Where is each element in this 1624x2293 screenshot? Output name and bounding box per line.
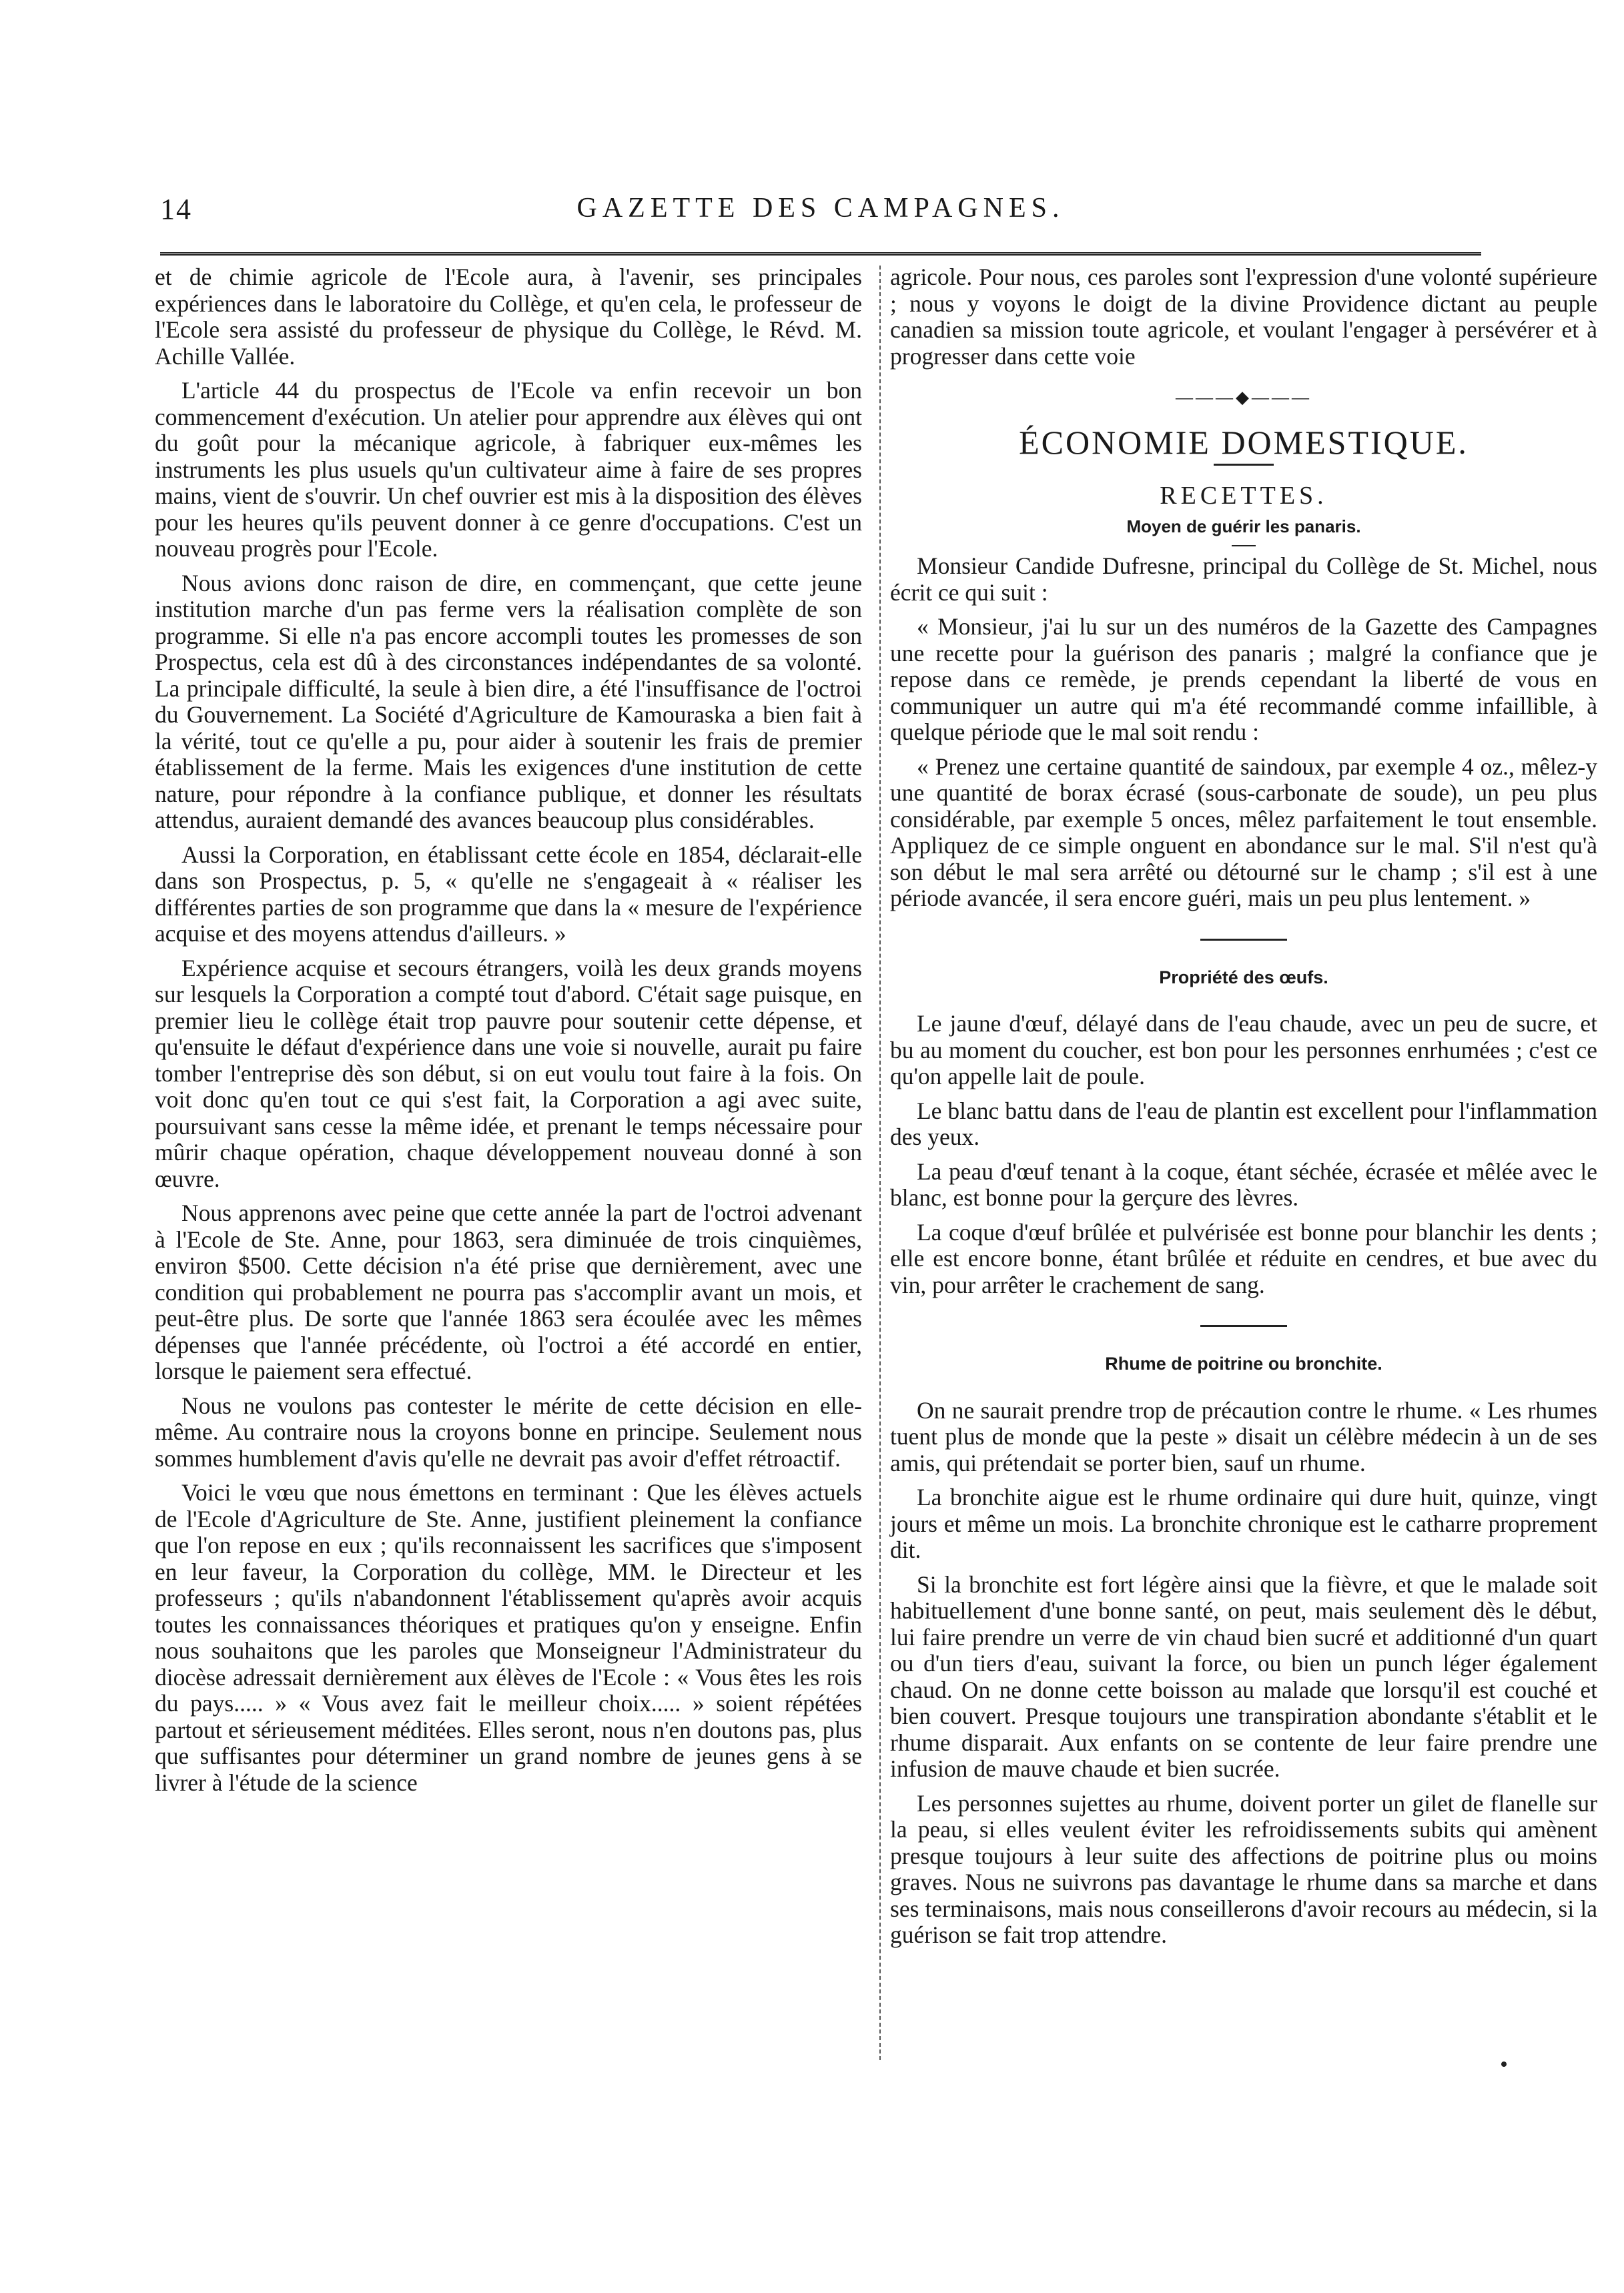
page-number: 14	[160, 193, 192, 225]
article-paragraph: Nous apprenons avec peine que cette année la part de l'octroi advenant à l'Ecole de Ste. Anne, pour 1863, sera diminuée de trois cinquièmes, environ $500. Cette décision n'a été prise que dernièrement, avec une condition qui probablement ne pourra pas s'accomplir avant un mois, et peut-être plus. De sorte que l'année 1863 sera écoulée avec les mêmes dépenses que l'année précédente, où l'octroi a été accordé en entier, lorsque le paiement sera effectué.	[155, 1200, 862, 1384]
print-speck	[1501, 2061, 1507, 2067]
article-paragraph: Voici le vœu que nous émettons en terminant : Que les élèves actuels de l'Ecole d'Agriculture de Ste. Anne, justifient pleinement la confiance que l'on repose en eux ; qu'ils reconnaissent les sacrifices que s'imposent en leur faveur, la Corporation du collège, MM. le Directeur et les professeurs ; qu'ils n'abandonnent l'établissement qu'après avoir acquis toutes les connaissances théoriques et pratiques qu'on y enseigne. Enfin nous souhaitons que les paroles que Monseigneur l'Administrateur du diocèse adressait dernièrement aux élèves de l'Ecole : « Vous êtes les rois du pays..... » « Vous avez fait le meilleur choix..... » soient répétées partout et sérieusement méditées. Elles seront, nous n'en doutons pas, plus que suffisantes pour déterminer un grand nombre de jeunes gens à se livrer à l'étude de la science	[155, 1479, 862, 1796]
article-paragraph: Expérience acquise et secours étrangers, voilà les deux grands moyens sur lesquels la Corporation a compté tout d'abord. C'était sage puisque, en premier lieu le collège était trop pauvre pour soutenir cette dépense, et qu'ensuite le défaut d'expérience dans une voie si nouvelle, aurait pu faire tomber l'entreprise dès son début, si on eut voulu tout faire à la fois. On voit donc qu'en tout ce qui s'est fait, la Corporation a agi avec suite, poursuivant sans cesse la même idée, et prenant le temps nécessaire pour mûrir chaque opération, chaque développement nouveau donné à son œuvre.	[155, 954, 862, 1192]
recipe-dash	[1232, 545, 1256, 546]
recipe-title: Moyen de guérir les panaris.	[1126, 516, 1361, 536]
bronchitis-paragraph: Si la bronchite est fort légère ainsi que la fièvre, et que le malade soit habituellement d'une bonne santé, on peut, mais seulement dès le début, lui faire prendre un verre de vin chaud bien sucré et additionné d'un quart ou d'un tiers d'eau, suivant la force, ou bien un punch léger également chaud. On ne donne cette boisson au malade que lorsqu'il est couché et bien couvert. Presque toujours une transpiration abondante s'établit et le rhume disparait. Aux enfants on se contente de leur faire prendre une infusion de mauve chaude et bien sucrée.	[890, 1570, 1597, 1782]
eggs-paragraph: La coque d'œuf brûlée et pulvérisée est bonne pour blanchir les dents ; elle est encore bonne, étant brûlée et réduite en cendres, et bue avec du vin, pour arrêter le crachement de sang.	[890, 1218, 1597, 1298]
eggs-heading: Propriété des œufs.	[1159, 967, 1328, 987]
left-column	[155, 264, 862, 1804]
bronchitis-paragraph: On ne saurait prendre trop de précaution contre le rhume. « Les rhumes tuent plus de monde que la peste » disait un célèbre médecin à un de ses amis, qui prétendait se porter bien, sauf un rhume.	[890, 1396, 1597, 1476]
section-title: ÉCONOMIE DOMESTIQUE.	[1019, 423, 1469, 461]
article-paragraph: Nous ne voulons pas contester le mérite de cette décision en elle-même. Au contraire nous la croyons bonne en principe. Seulement nous sommes humblement d'avis qu'elle ne devrait pas avoir d'effet rétroactif.	[155, 1392, 862, 1472]
header-rule	[160, 252, 1481, 256]
article-paragraph: Nous avions donc raison de dire, en commençant, que cette jeune institution marche d'un pas ferme vers la réalisation complète de son programme. Si elle n'a pas encore accompli toutes les promesses de son Prospectus, cela est dû à des circonstances indépendantes de sa volonté. La principale difficulté, la seule à bien dire, a été l'insuffisance de l'octroi du Gouvernement. La Société d'Agriculture de Kamouraska a bien fait à la vérité, tout ce qu'elle a pu, pour aider à soutenir les frais de premier établissement de la ferme. Mais les exigences d'une institution de cette nature, pour répondre à la confiance publique, et donner les résultats attendus, auraient demandé des avances beaucoup plus considérables.	[155, 569, 862, 833]
bronchitis-heading: Rhume de poitrine ou bronchite.	[1105, 1354, 1382, 1374]
recipe-paragraph: « Prenez une certaine quantité de saindoux, par exemple 4 oz., mêlez-y une quantité de borax écrasé (sous-carbonate de soude), un peu plus considérable, par exemple 5 onces, mêlez parfaitement le tout ensemble. Appliquez de ce simple onguent en abondance sur le mal. S'il n'est qu'à son début le mal sera arrêté ou détourné sur le champ ; s'il est à une période avancée, il sera encore guéri, mais un peu plus lentement. »	[890, 753, 1597, 911]
right-column	[890, 264, 1597, 1957]
separator-rule	[1200, 1325, 1287, 1327]
eggs-paragraph: La peau d'œuf tenant à la coque, étant séchée, écrasée et mêlée avec le blanc, est bonne pour la gerçure des lèvres.	[890, 1158, 1597, 1211]
article-paragraph: L'article 44 du prospectus de l'Ecole va enfin recevoir un bon commencement d'exécution. Un atelier pour apprendre aux élèves qui ont du goût pour la mécanique agricole, à fabriquer eux-mêmes les instruments les plus usuels qu'un cultivateur aime à faire de ses propres mains, vient de s'ouvrir. Un chef ouvrier est mis à la disposition des élèves pour les heures qu'ils peuvent donner à ce genre d'occupations. C'est un nouveau progrès pour l'Ecole.	[155, 377, 862, 562]
recipes-heading: RECETTES.	[1160, 482, 1328, 510]
bronchitis-paragraph: Les personnes sujettes au rhume, doivent porter un gilet de flanelle sur la peau, si elles veulent éviter les refroidissements subits qui amènent presque toujours à leur suite des affections de poitrine plus ou moins graves. Nous ne suivrons pas davantage le rhume dans sa marche et dans ses terminaisons, mais nous conseillerons d'avoir recours au médecin, si la guérison se fait trop attendre.	[890, 1789, 1597, 1948]
section-ornament: ———◆———	[1176, 388, 1312, 407]
column-divider	[879, 266, 881, 2060]
page-header	[160, 192, 1481, 232]
eggs-paragraph: Le jaune d'œuf, délayé dans de l'eau chaude, avec un peu de sucre, et bu au moment du coucher, est bon pour les personnes enrhumées ; c'est ce qu'on appelle lait de poule.	[890, 1010, 1597, 1089]
separator-rule	[1200, 939, 1287, 941]
running-title: GAZETTE DES CAMPAGNES.	[576, 193, 1065, 223]
title-rule	[1214, 464, 1274, 466]
article-paragraph: Aussi la Corporation, en établissant cette école en 1854, déclarait-elle dans son Prospectus, p. 5, « qu'elle ne s'engageait à « réaliser les différentes parties de son programme que dans la « mesure de l'expérience acquise et des moyens attendus d'ailleurs. »	[155, 841, 862, 947]
recipe-paragraph: « Monsieur, j'ai lu sur un des numéros de la Gazette des Campagnes une recette pour la guérison des panaris ; malgré la confiance que je repose dans ce remède, je prends cependant la liberté de vous en communiquer un autre qui m'a été recommandé comme infaillible, à quelque période que le mal soit rendu :	[890, 613, 1597, 745]
eggs-paragraph: Le blanc battu dans de l'eau de plantin est excellent pour l'inflammation des yeux.	[890, 1097, 1597, 1150]
bronchitis-paragraph: La bronchite aigue est le rhume ordinaire qui dure huit, quinze, vingt jours et même un mois. La bronchite chronique est le catharre proprement dit.	[890, 1484, 1597, 1563]
recipe-paragraph: Monsieur Candide Dufresne, principal du Collège de St. Michel, nous écrit ce qui suit :	[890, 552, 1597, 606]
article-continuation: agricole. Pour nous, ces paroles sont l'expression d'une volonté supérieure ; nous y voyons le doigt de la divine Providence dictant au peuple canadien sa mission toute agricole, et voulant l'engager à persévérer et à progresser dans cette voie	[890, 264, 1597, 370]
article-paragraph: et de chimie agricole de l'Ecole aura, à l'avenir, ses principales expériences dans le laboratoire du Collège, et qu'en cela, le professeur de l'Ecole sera assisté du professeur de physique du Collège, le Révd. M. Achille Vallée.	[155, 264, 862, 370]
